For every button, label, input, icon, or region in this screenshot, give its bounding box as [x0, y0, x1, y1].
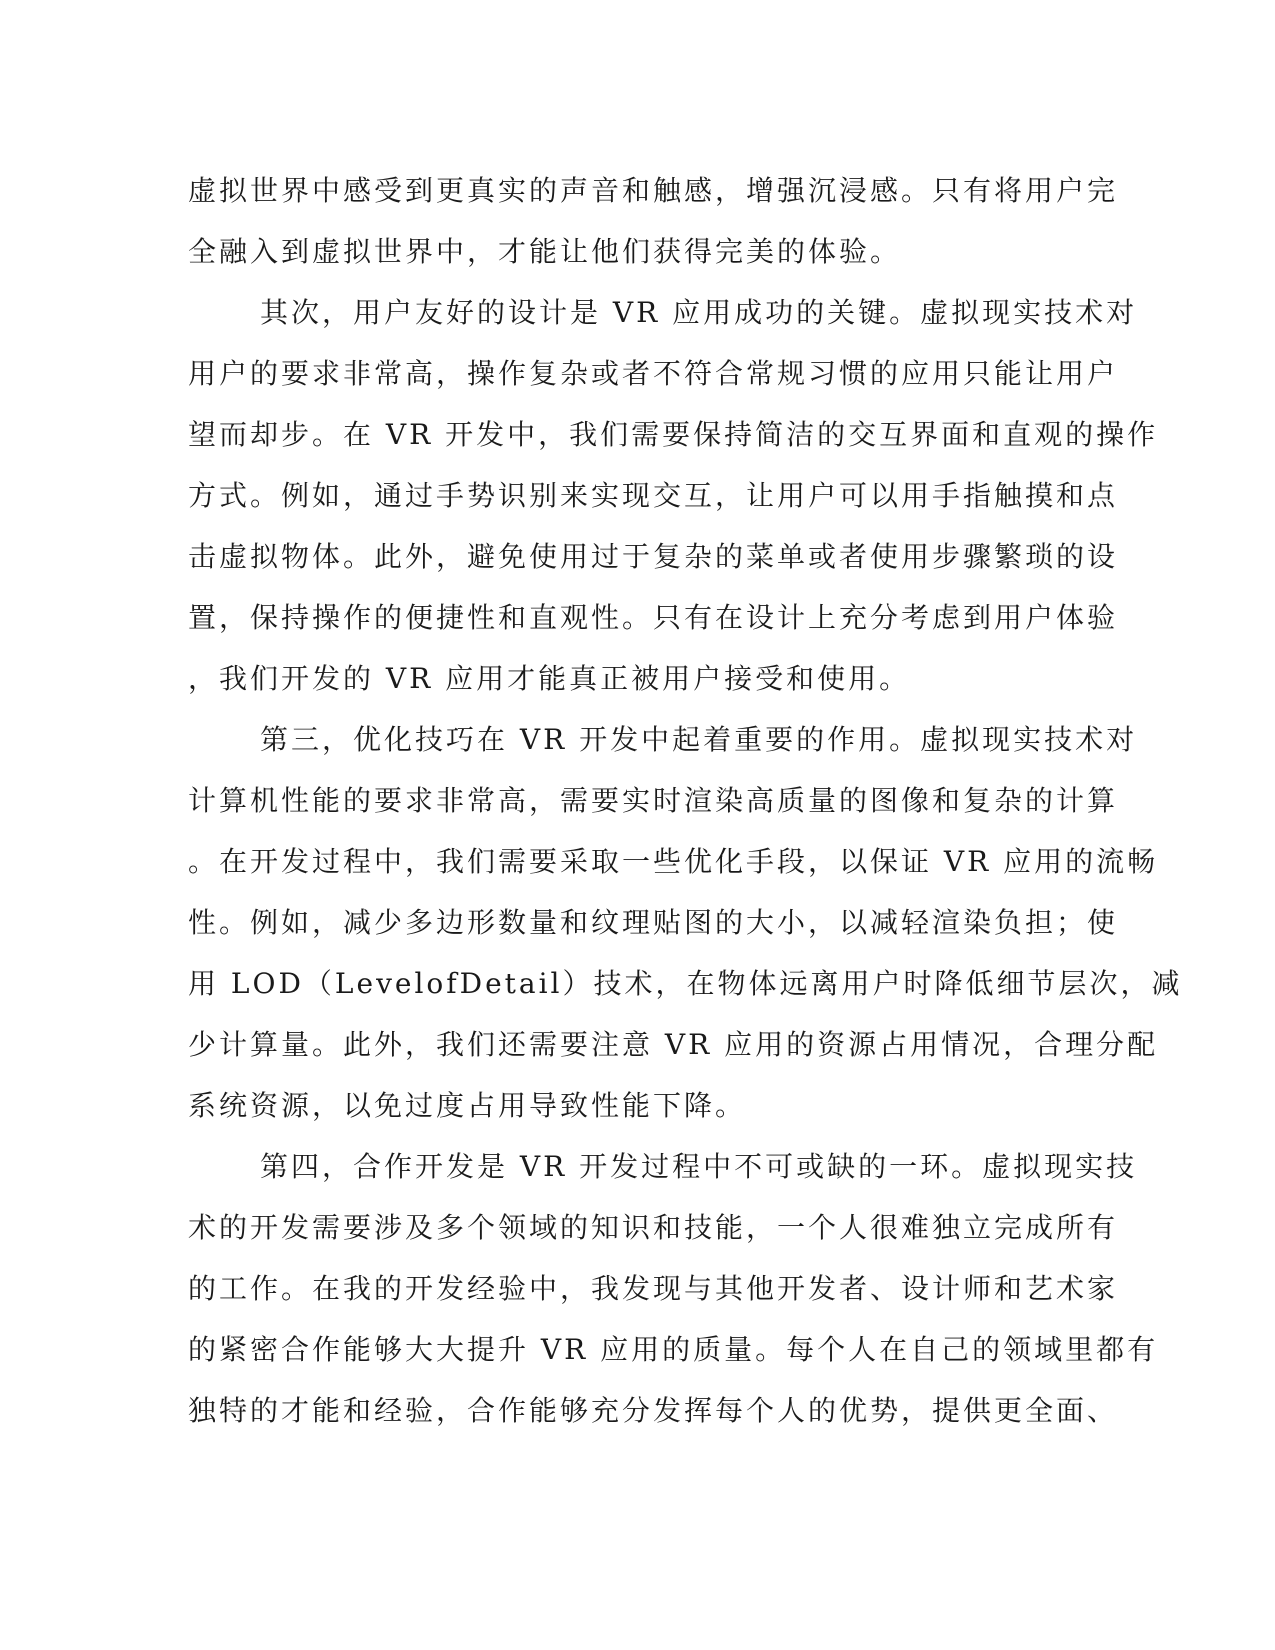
- paragraph-2-line-5: 击虚拟物体。此外，避免使用过于复杂的菜单或者使用步骤繁琐的设: [188, 540, 1119, 573]
- paragraph-4-line-4: 的紧密合作能够大大提升 VR 应用的质量。每个人在自己的领域里都有: [188, 1333, 1159, 1366]
- paragraph-2-line-4: 方式。例如，通过手势识别来实现交互，让用户可以用手指触摸和点: [188, 479, 1119, 512]
- paragraph-1-line-1: 虚拟世界中感受到更真实的声音和触感，增强沉浸感。只有将用户完: [188, 174, 1119, 207]
- paragraph-2-line-1: 其次，用户友好的设计是 VR 应用成功的关键。虚拟现实技术对: [260, 296, 1138, 329]
- paragraph-2-line-3: 望而却步。在 VR 开发中，我们需要保持简洁的交互界面和直观的操作: [188, 418, 1159, 451]
- paragraph-3-line-1: 第三，优化技巧在 VR 开发中起着重要的作用。虚拟现实技术对: [260, 723, 1138, 756]
- paragraph-4-line-1: 第四，合作开发是 VR 开发过程中不可或缺的一环。虚拟现实技: [260, 1150, 1138, 1183]
- paragraph-2-line-2: 用户的要求非常高，操作复杂或者不符合常规习惯的应用只能让用户: [188, 357, 1119, 390]
- paragraph-2-line-7: ，我们开发的 VR 应用才能真正被用户接受和使用。: [188, 662, 911, 695]
- paragraph-2-line-6: 置，保持操作的便捷性和直观性。只有在设计上充分考虑到用户体验: [188, 601, 1119, 634]
- paragraph-4-line-3: 的工作。在我的开发经验中，我发现与其他开发者、设计师和艺术家: [188, 1272, 1119, 1305]
- paragraph-3-line-4: 性。例如，减少多边形数量和纹理贴图的大小，以减轻渲染负担；使: [188, 906, 1119, 939]
- paragraph-3-line-2: 计算机性能的要求非常高，需要实时渲染高质量的图像和复杂的计算: [188, 784, 1119, 817]
- paragraph-1-line-2: 全融入到虚拟世界中，才能让他们获得完美的体验。: [188, 235, 902, 268]
- paragraph-3-line-7: 系统资源，以免过度占用导致性能下降。: [188, 1089, 747, 1122]
- paragraph-4-line-2: 术的开发需要涉及多个领域的知识和技能，一个人很难独立完成所有: [188, 1211, 1119, 1244]
- paragraph-3-line-5: 用 LOD（LevelofDetail）技术，在物体远离用户时降低细节层次，减: [188, 967, 1183, 1000]
- paragraph-3-line-3: 。在开发过程中，我们需要采取一些优化手段，以保证 VR 应用的流畅: [188, 845, 1159, 878]
- body-text: [188, 160, 1183, 1441]
- paragraph-4-line-5: 独特的才能和经验，合作能够充分发挥每个人的优势，提供更全面、: [188, 1394, 1119, 1427]
- paragraph-3-line-6: 少计算量。此外，我们还需要注意 VR 应用的资源占用情况，合理分配: [188, 1028, 1159, 1061]
